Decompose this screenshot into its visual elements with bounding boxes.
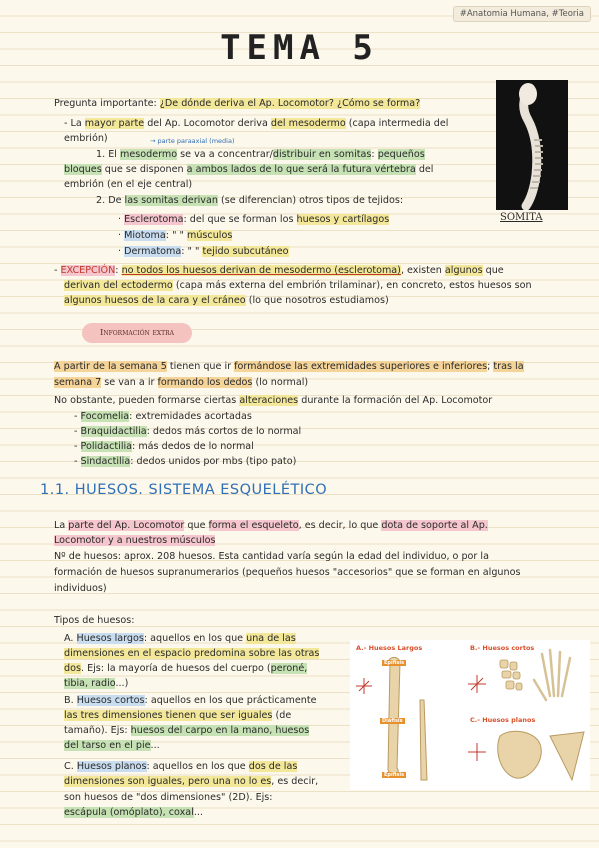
alt-polidactilia: - Polidactilia: más dedos de lo normal bbox=[74, 441, 254, 452]
alt-braquidactilia: - Braquidactilia: dedos más cortos de lo normal bbox=[74, 426, 302, 437]
def-line1: La parte del Ap. Locomotor que forma el esqueleto, es decir, lo que dota de soporte al Ap. bbox=[54, 520, 488, 531]
label-epifisis-bottom: Epífisis bbox=[384, 772, 405, 778]
num-line2: formación de huesos supranumerarios (pequeños huesos "accesorios" que se forman en algunos bbox=[54, 567, 521, 578]
alteraciones-line: No obstante, pueden formarse ciertas alteraciones durante la formación del Ap. Locomotor bbox=[54, 395, 493, 406]
label-diafisis: Diáfisis bbox=[382, 718, 403, 724]
tissue-miotoma: · Miotoma: " " músculos bbox=[118, 230, 233, 241]
label-huesos-largos: A.- Huesos Largos bbox=[356, 644, 423, 652]
excepcion-line1: - EXCEPCIÓN: no todos los huesos derivan de mesodermo (esclerotoma), existen algunos que bbox=[54, 265, 504, 276]
info-extra-badge: Información extra bbox=[82, 323, 192, 343]
cortos-line2: las tres dimensiones tienen que ser iguales (de bbox=[64, 710, 292, 721]
handwritten-annotation: → parte paraaxial (media) bbox=[150, 137, 235, 145]
largos-line3: dos. Ejs: la mayoría de huesos del cuerpo (peroné, bbox=[64, 663, 308, 674]
p2-line1: 1. El mesodermo se va a concentrar/distribuir en somitas: pequeños bbox=[96, 149, 425, 160]
p1-line1: - La mayor parte del Ap. Locomotor deriva del mesodermo (capa intermedia del bbox=[64, 118, 449, 129]
alt-sindactilia: - Sindactilia: dedos unidos por mbs (tipo pato) bbox=[74, 456, 297, 467]
excepcion-line2: derivan del ectodermo (capa más externa del embrión trilaminar), en concreto, estos huesos son bbox=[64, 280, 532, 291]
p2-line3: embrión (en el eje central) bbox=[64, 179, 193, 190]
planos-line2: dimensiones son iguales, pero una no lo es, es decir, bbox=[64, 776, 319, 787]
page-title: TEMA 5 bbox=[220, 28, 379, 68]
excepcion-line3: algunos huesos de la cara y el cráneo (lo que nosotros estudiamos) bbox=[64, 295, 389, 306]
cortos-line4: del tarso en el pie... bbox=[64, 740, 160, 751]
tissue-dermatoma: · Dermatoma: " " tejido subcutáneo bbox=[118, 246, 289, 257]
largos-line1: A. Huesos largos: aquellos en los que una de las bbox=[64, 633, 296, 644]
label-epifisis-top: Epífisis bbox=[384, 660, 405, 666]
label-huesos-cortos: B.- Huesos cortos bbox=[470, 644, 535, 652]
cortos-line1: B. Huesos cortos: aquellos en los que prácticamente bbox=[64, 695, 317, 706]
hashtag-label: #Anatomia Humana, #Teoria bbox=[453, 6, 591, 22]
semana-line2: semana 7 se van a ir formando los dedos (lo normal) bbox=[54, 377, 309, 388]
semana-line1: A partir de la semana 5 tienen que ir formándose las extremidades superiores e inferiores; tras la bbox=[54, 361, 524, 372]
somita-image bbox=[496, 80, 568, 210]
planos-line1: C. Huesos planos: aquellos en los que dos de las bbox=[64, 761, 298, 772]
largos-line4: tibia, radio...) bbox=[64, 678, 129, 689]
p1-line2: embrión) bbox=[64, 133, 108, 144]
somita-label: SOMITA bbox=[500, 212, 543, 223]
planos-line3: son huesos de "dos dimensiones" (2D). Ejs: bbox=[64, 792, 273, 803]
section-title: 1.1. HUESOS. SISTEMA ESQUELÉTICO bbox=[40, 482, 328, 498]
num-line1: Nº de huesos: aprox. 208 huesos. Esta cantidad varía según la edad del individuo, o por la bbox=[54, 551, 489, 562]
label-huesos-planos: C.- Huesos planos bbox=[470, 716, 536, 724]
planos-line4: escápula (omóplato), coxal... bbox=[64, 807, 203, 818]
alt-focomelia: - Focomelia: extremidades acortadas bbox=[74, 411, 252, 422]
def-line2: Locomotor y a nuestros músculos bbox=[54, 535, 216, 546]
cortos-line3: tamaño). Ejs: huesos del carpo en la mano, huesos bbox=[64, 725, 310, 736]
question-text: ¿De dónde deriva el Ap. Locomotor? ¿Cómo se forma? bbox=[159, 98, 421, 109]
tissue-esclerotoma: · Esclerotoma: del que se forman los huesos y cartílagos bbox=[118, 214, 390, 225]
question-line: Pregunta importante: ¿De dónde deriva el Ap. Locomotor? ¿Cómo se forma? bbox=[54, 98, 421, 109]
p3-line: 2. De las somitas derivan (se diferencian) otros tipos de tejidos: bbox=[96, 195, 404, 206]
num-line3: individuos) bbox=[54, 583, 107, 594]
tipos-heading: Tipos de huesos: bbox=[54, 615, 135, 626]
bone-types-figure bbox=[350, 640, 590, 790]
largos-line2: dimensiones en el espacio predomina sobre las otras bbox=[64, 648, 320, 659]
p2-line2: bloques que se disponen a ambos lados de lo que será la futura vértebra del bbox=[64, 164, 434, 175]
